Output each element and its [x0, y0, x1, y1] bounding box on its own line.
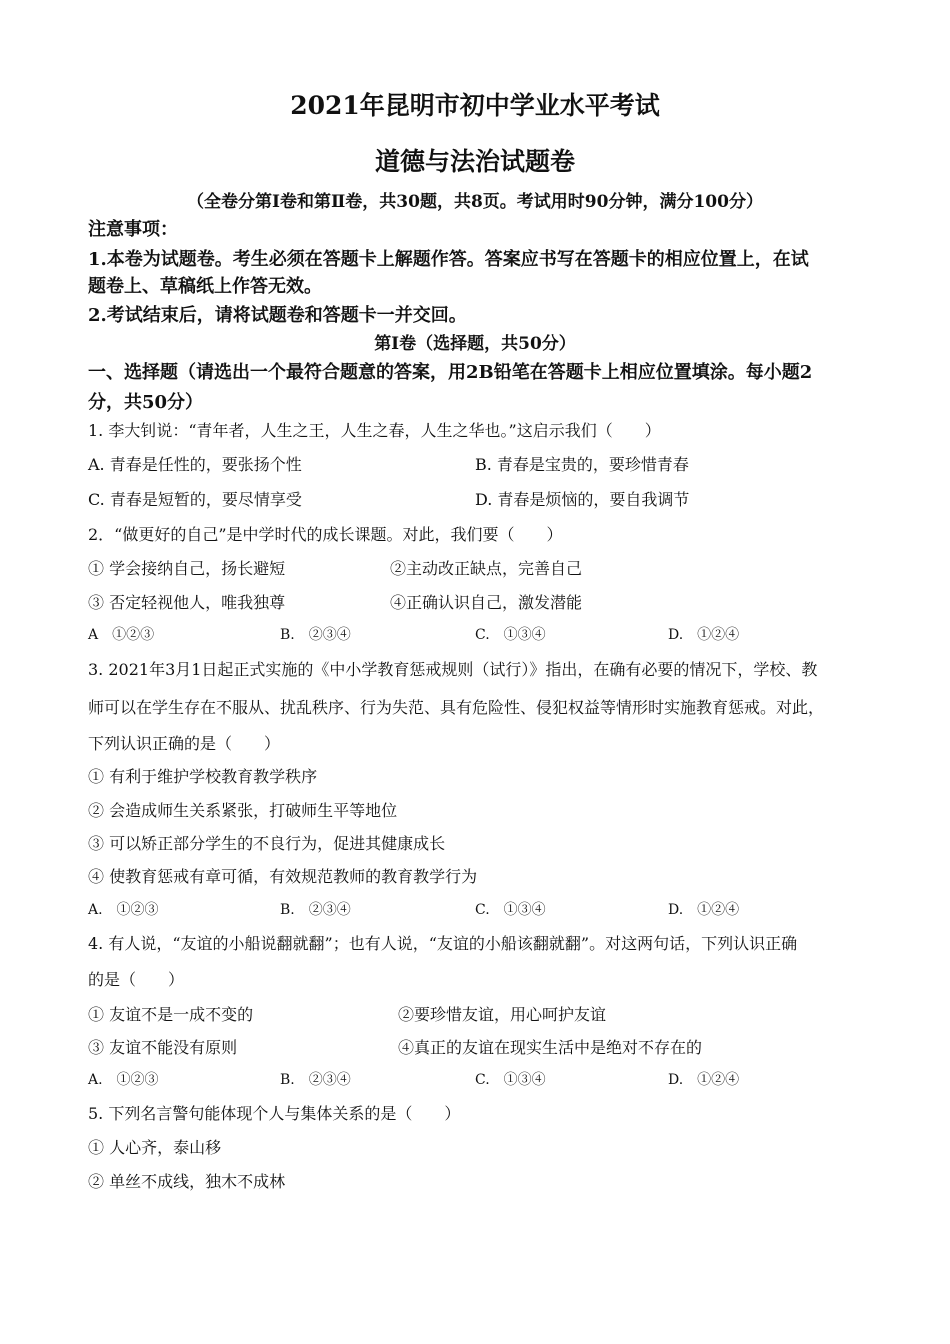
question-2-statement-4: ④正确认识自己，激发潜能 — [390, 593, 583, 612]
exam-subject-title: 道德与法治试题卷 — [374, 147, 575, 176]
question-2-option-d: D. ①②④ — [668, 627, 740, 643]
question-3-statement-2: ② 会造成师生关系紧张，打破师生平等地位 — [88, 801, 398, 820]
question-3-option-c: C. ①③④ — [475, 902, 546, 918]
question-4-option-d: D. ①②④ — [668, 1072, 740, 1088]
question-3-statement-3: ③ 可以矫正部分学生的不良行为，促进其健康成长 — [88, 834, 446, 853]
question-4-stem-line-2: 的是（ ） — [88, 970, 185, 989]
question-3-statement-1: ① 有利于维护学校教育教学秩序 — [88, 767, 318, 786]
question-1-option-d: D. 青春是烦恼的，要自我调节 — [475, 490, 690, 509]
section-title: 第Ⅰ卷（选择题，共50分） — [374, 334, 576, 354]
section-instruction-line-2: 分，共50分） — [88, 392, 204, 413]
question-3-option-b: B. ②③④ — [280, 902, 351, 918]
question-4-stem-line-1: 4. 有人说，“友谊的小船说翻就翻”；也有人说，“友谊的小船该翻就翻”。对这两句话，下列认识正确 — [88, 934, 798, 953]
question-4-option-a: A. ①②③ — [88, 1072, 159, 1088]
notice-item-1-line-1: 1.本卷为试题卷。考生必须在答题卡上解题作答。答案应书写在答题卡的相应位置上，在试 — [88, 249, 809, 270]
question-3-stem-line-3: 下列认识正确的是（ ） — [88, 734, 281, 753]
question-1-stem: 1. 李大钊说：“青年者，人生之王，人生之春，人生之华也。”这启示我们（ ） — [88, 421, 661, 440]
question-4-option-b: B. ②③④ — [280, 1072, 351, 1088]
question-2-option-c: C. ①③④ — [475, 627, 546, 643]
exam-title: 2021年昆明市初中学业水平考试 — [290, 91, 660, 120]
notice-heading: 注意事项： — [88, 219, 178, 240]
section-instruction-line-1: 一、选择题（请选出一个最符合题意的答案，用2B铅笔在答题卡上相应位置填涂。每小题2 — [88, 362, 813, 383]
question-5-stem: 5. 下列名言警句能体现个人与集体关系的是（ ） — [88, 1104, 461, 1123]
question-3-option-a: A. ①②③ — [88, 902, 159, 918]
question-4-option-c: C. ①③④ — [475, 1072, 546, 1088]
question-3-stem-line-1: 3. 2021年3月1日起正式实施的《中小学教育惩戒规则（试行）》指出，在确有必要的情况下，学校、教 — [88, 660, 818, 679]
question-2-option-a: A ①②③ — [88, 627, 155, 643]
question-4-statement-2: ②要珍惜友谊，用心呵护友谊 — [398, 1005, 607, 1024]
question-2-statement-1: ① 学会接纳自己，扬长避短 — [88, 559, 286, 578]
exam-info: （全卷分第Ⅰ卷和第Ⅱ卷，共30题，共8页。考试用时90分钟，满分100分） — [187, 192, 763, 212]
question-1-option-b: B. 青春是宝贵的，要珍惜青春 — [475, 455, 689, 474]
question-2-option-b: B. ②③④ — [280, 627, 351, 643]
question-2-statement-2: ②主动改正缺点，完善自己 — [390, 559, 583, 578]
question-4-statement-4: ④真正的友谊在现实生活中是绝对不存在的 — [398, 1038, 703, 1057]
question-3-statement-4: ④ 使教育惩戒有章可循，有效规范教师的教育教学行为 — [88, 867, 478, 886]
question-2-stem: 2．“做更好的自己”是中学时代的成长课题。对此，我们要（ ） — [88, 525, 563, 544]
question-3-stem-line-2: 师可以在学生存在不服从、扰乱秩序、行为失范、具有危险性、侵犯权益等情形时实施教育惩戒。对此， — [88, 698, 825, 717]
notice-item-2: 2.考试结束后，请将试题卷和答题卡一并交回。 — [88, 305, 467, 326]
question-4-statement-3: ③ 友谊不能没有原则 — [88, 1038, 238, 1057]
question-3-option-d: D. ①②④ — [668, 902, 740, 918]
question-1-option-a: A. 青春是任性的，要张扬个性 — [88, 455, 302, 474]
question-1-option-c: C. 青春是短暂的，要尽情享受 — [88, 490, 302, 509]
question-2-statement-3: ③ 否定轻视他人，唯我独尊 — [88, 593, 286, 612]
question-5-statement-2: ② 单丝不成线，独木不成林 — [88, 1172, 286, 1191]
question-5-statement-1: ① 人心齐，泰山移 — [88, 1138, 222, 1157]
question-4-statement-1: ① 友谊不是一成不变的 — [88, 1005, 254, 1024]
notice-item-1-line-2: 题卷上、草稿纸上作答无效。 — [88, 276, 322, 297]
